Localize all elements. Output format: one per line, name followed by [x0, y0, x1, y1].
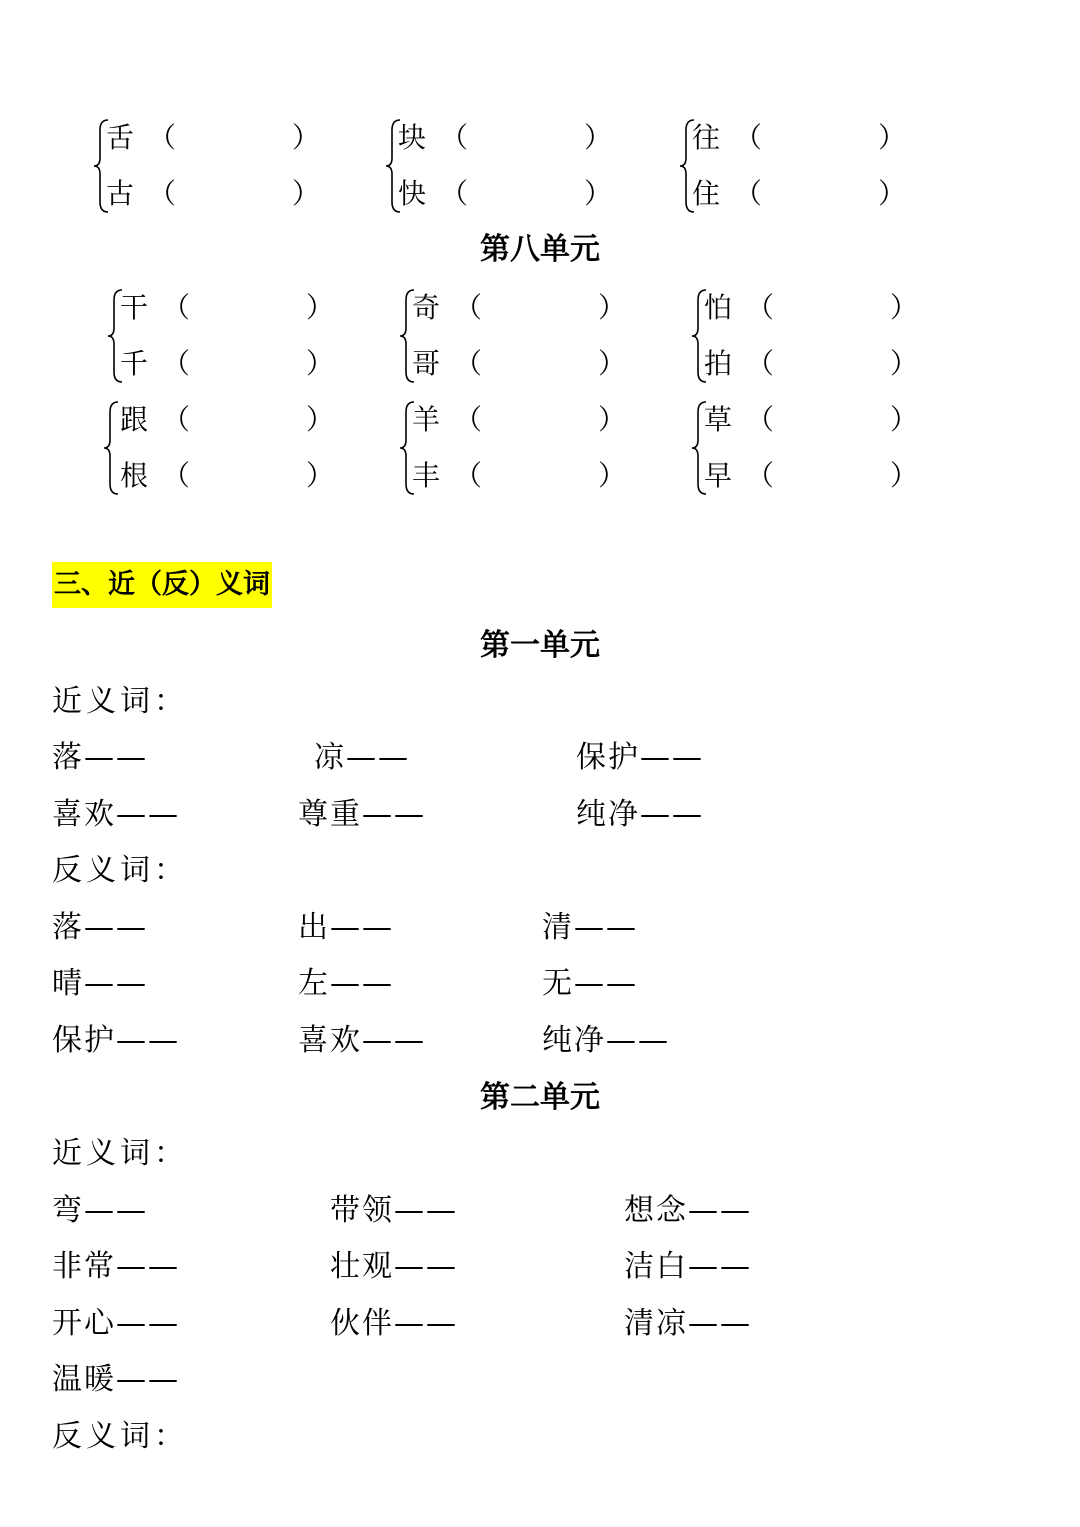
open-paren: （ — [454, 291, 483, 324]
pair-line-bottom — [412, 456, 642, 496]
antonym-item[interactable]: 纯净—— — [542, 1023, 670, 1058]
open-paren: （ — [734, 177, 763, 210]
char: 块 — [398, 121, 427, 154]
unit-title: 第二单元 — [480, 1080, 600, 1115]
answer-blank[interactable]: ） — [306, 403, 335, 436]
open-paren: （ — [148, 177, 177, 210]
synonym-item[interactable]: 喜欢—— — [52, 797, 180, 832]
synonym-item[interactable]: 壮观—— — [330, 1249, 458, 1284]
pair-line-top — [412, 288, 642, 328]
char: 干 — [120, 291, 149, 324]
synonym-item[interactable]: 伙伴—— — [330, 1306, 458, 1341]
unit-title: 第一单元 — [480, 628, 600, 663]
answer-blank[interactable]: ） — [890, 291, 919, 324]
synonym-item[interactable]: 保护—— — [576, 740, 704, 775]
answer-blank[interactable]: ） — [292, 121, 321, 154]
open-paren: （ — [162, 291, 191, 324]
char: 住 — [692, 177, 721, 210]
synonym-item[interactable]: 洁白—— — [624, 1249, 752, 1284]
answer-blank[interactable]: ） — [598, 459, 627, 492]
open-paren: （ — [148, 121, 177, 154]
open-paren: （ — [746, 347, 775, 380]
pair-line-top — [120, 400, 350, 440]
char: 古 — [106, 177, 135, 210]
char: 舌 — [106, 121, 135, 154]
char: 跟 — [120, 403, 149, 436]
char-pair — [106, 288, 346, 398]
char: 早 — [704, 459, 733, 492]
char: 丰 — [412, 459, 441, 492]
synonym-item[interactable]: 弯—— — [52, 1193, 148, 1228]
antonym-item[interactable]: 无—— — [542, 966, 638, 1001]
answer-blank[interactable]: ） — [306, 459, 335, 492]
char: 拍 — [704, 347, 733, 380]
answer-blank[interactable]: ） — [598, 347, 627, 380]
pair-line-top — [692, 118, 922, 158]
char: 往 — [692, 121, 721, 154]
answer-blank[interactable]: ） — [598, 403, 627, 436]
pair-line-bottom — [120, 344, 350, 384]
pair-line-bottom — [106, 174, 336, 214]
answer-blank[interactable]: ） — [306, 291, 335, 324]
synonym-item[interactable]: 纯净—— — [576, 797, 704, 832]
char-pair — [398, 288, 638, 398]
unit-title: 第八单元 — [480, 232, 600, 267]
pair-line-bottom — [692, 174, 922, 214]
pair-line-bottom — [704, 344, 934, 384]
synonym-item[interactable]: 带领—— — [330, 1193, 458, 1228]
synonym-item[interactable]: 想念—— — [624, 1193, 752, 1228]
antonym-item[interactable]: 喜欢—— — [298, 1023, 426, 1058]
pair-line-bottom — [120, 456, 350, 496]
synonym-item[interactable]: 尊重—— — [298, 797, 426, 832]
synonym-item[interactable]: 非常—— — [52, 1249, 180, 1284]
antonym-item[interactable]: 清—— — [542, 910, 638, 945]
char-pair — [678, 118, 918, 228]
answer-blank[interactable]: ） — [890, 347, 919, 380]
synonym-label: 近义词： — [52, 684, 188, 719]
open-paren: （ — [746, 459, 775, 492]
answer-blank[interactable]: ） — [584, 121, 613, 154]
pair-line-top — [704, 400, 934, 440]
open-paren: （ — [746, 403, 775, 436]
answer-blank[interactable]: ） — [306, 347, 335, 380]
char-pair — [102, 400, 342, 510]
open-paren: （ — [734, 121, 763, 154]
open-paren: （ — [162, 459, 191, 492]
answer-blank[interactable]: ） — [598, 291, 627, 324]
antonym-item[interactable]: 保护—— — [52, 1023, 180, 1058]
synonym-item[interactable]: 落—— — [52, 740, 148, 775]
antonym-item[interactable]: 左—— — [298, 966, 394, 1001]
char: 草 — [704, 403, 733, 436]
char: 千 — [120, 347, 149, 380]
pair-line-top — [704, 288, 934, 328]
char: 怕 — [704, 291, 733, 324]
synonym-item[interactable]: 凉—— — [314, 740, 410, 775]
pair-line-top — [398, 118, 628, 158]
answer-blank[interactable]: ） — [878, 177, 907, 210]
pair-line-bottom — [398, 174, 628, 214]
open-paren: （ — [454, 403, 483, 436]
pair-line-top — [120, 288, 350, 328]
open-paren: （ — [440, 121, 469, 154]
char-pair — [690, 288, 930, 398]
antonym-label: 反义词： — [52, 853, 188, 888]
char: 根 — [120, 459, 149, 492]
pair-line-top — [412, 400, 642, 440]
antonym-item[interactable]: 晴—— — [52, 966, 148, 1001]
synonym-item[interactable]: 温暖—— — [52, 1362, 180, 1397]
synonym-item[interactable]: 开心—— — [52, 1306, 180, 1341]
char: 哥 — [412, 347, 441, 380]
synonym-item[interactable]: 清凉—— — [624, 1306, 752, 1341]
open-paren: （ — [746, 291, 775, 324]
char-pair — [690, 400, 930, 510]
char: 快 — [398, 177, 427, 210]
pair-line-top — [106, 118, 336, 158]
answer-blank[interactable]: ） — [878, 121, 907, 154]
brace-icon — [102, 400, 120, 496]
synonym-label: 近义词： — [52, 1136, 188, 1171]
open-paren: （ — [440, 177, 469, 210]
char: 奇 — [412, 291, 441, 324]
answer-blank[interactable]: ） — [890, 459, 919, 492]
open-paren: （ — [162, 347, 191, 380]
answer-blank[interactable]: ） — [292, 177, 321, 210]
answer-blank[interactable]: ） — [890, 403, 919, 436]
answer-blank[interactable]: ） — [584, 177, 613, 210]
char-pair — [92, 118, 332, 228]
open-paren: （ — [162, 403, 191, 436]
section-heading: 三、近（反）义词 — [52, 562, 272, 608]
pair-line-bottom — [704, 456, 934, 496]
antonym-item[interactable]: 落—— — [52, 910, 148, 945]
open-paren: （ — [454, 459, 483, 492]
char-pair — [384, 118, 624, 228]
antonym-item[interactable]: 出—— — [298, 910, 394, 945]
pair-line-bottom — [412, 344, 642, 384]
antonym-label: 反义词： — [52, 1419, 188, 1454]
char: 羊 — [412, 403, 441, 436]
char-pair — [398, 400, 638, 510]
open-paren: （ — [454, 347, 483, 380]
